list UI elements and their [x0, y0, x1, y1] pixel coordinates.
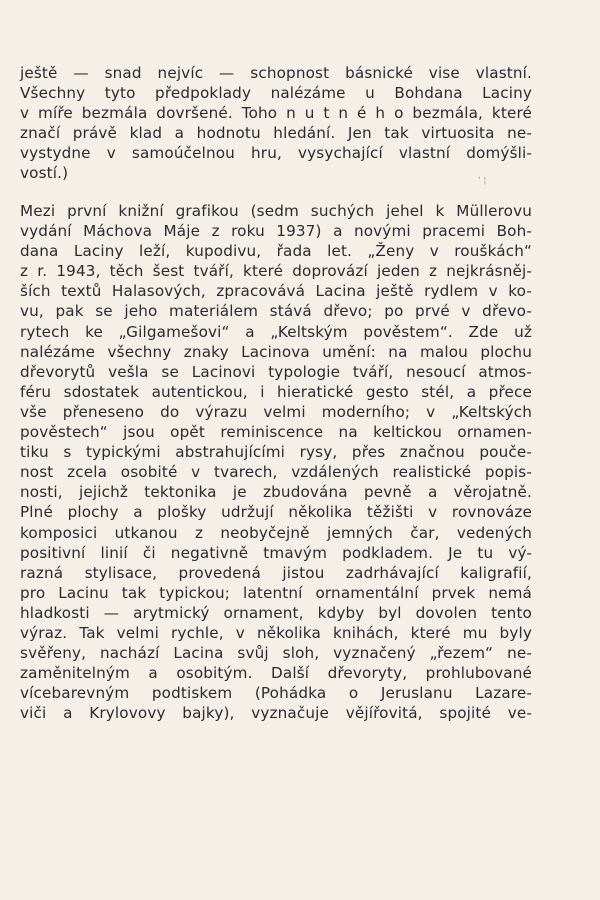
text-line: nost zcela osobité v tvarech, vzdálených realistické popis- [20, 463, 532, 482]
text-line: komposici utkanou z neobyčejně jemných čar, vedených [20, 523, 532, 542]
text-line: zaměnitelným a osobitým. Další dřevoryty, prohlubované [20, 664, 532, 683]
text-line: ještě — snad nejvíc — schopnost básnické vise vlastní. [20, 64, 532, 82]
text-line: viči a Krylovovy bajky), vyznačuje vějířovitá, spojité ve- [20, 704, 532, 723]
text-line: rytech ke „Gilgamešovi“ a „Keltským pověstem“. Zde už [20, 322, 532, 341]
text-line: vystydne v samoúčelnou hru, vysychající vlastní domýšli- [20, 144, 532, 163]
paragraph-1 [20, 63, 532, 184]
text-line: výraz. Tak velmi rychle, v několika knihách, které mu byly [20, 623, 532, 642]
print-mark: ' ¦ [478, 176, 487, 186]
paragraph-2 [20, 201, 532, 723]
text-line: z r. 1943, těch šest tváří, které doprovází jeden z nejkrásněj- [20, 262, 532, 281]
text-line: vydání Máchova Máje z roku 1937) a novými pracemi Boh- [20, 222, 532, 241]
text-line: v míře bezmála dovršené. Toho n u t n é h o bezmála, které [20, 104, 532, 123]
text-line: positivní linií či negativně tmavým podkladem. Je tu vý- [20, 543, 532, 562]
text-line: dřevorytů vešla se Lacinovi typologie tváří, nesoucí atmos- [20, 362, 532, 381]
text-line: svěřeny, nachází Lacina svůj sloh, vyznačený „řezem“ ne- [20, 644, 532, 663]
text-line: vícebarevným podtiskem (Pohádka o Jeruslanu Lazare- [20, 684, 532, 703]
text-line: féru sdostatek autentickou, i hieratické gesto stél, a přece [20, 382, 532, 401]
text-line: pro Lacinu tak typickou; latentní ornamentální prvek nemá [20, 583, 532, 602]
text-line: Všechny tyto předpoklady nalézáme u Bohdana Laciny [20, 84, 532, 103]
text-line: pověstech“ jsou opět reminiscence na keltickou ornamen- [20, 423, 532, 442]
text-line: Plné plochy a plošky udržují několika těžišti v rovnováze [20, 503, 532, 522]
text-line: nalézáme všechny znaky Lacinova umění: na malou plochu [20, 342, 532, 361]
text-line: Mezi první knižní grafikou (sedm suchých jehel k Müllerovu [20, 202, 532, 220]
text-line: vostí.) [20, 164, 69, 183]
text-line: tiku s typickými abstrahujícími rysy, přes značnou pouče- [20, 443, 532, 462]
text-line: nosti, jejichž tektonika je zbudována pevně a věrojatně. [20, 483, 532, 502]
text-line: ších textů Halasových, zpracovává Lacina ještě rydlem v ko- [20, 282, 532, 301]
text-line: vu, pak se jeho materiálem stává dřevo; po prvé v dřevo- [20, 302, 532, 321]
text-line: dana Laciny leží, kupodivu, řada let. „Ženy v rouškách“ [20, 242, 532, 261]
text-line: hladkosti — arytmický ornament, kdyby byl dovolen tento [20, 603, 532, 622]
text-line: vše přeneseno do výrazu velmi moderního; v „Keltských [20, 402, 532, 421]
text-line: značí právě klad a hodnotu hledání. Jen tak virtuosita ne- [20, 124, 532, 143]
text-line: razná stylisace, provedená jistou zadrhávající kaligrafií, [20, 563, 532, 582]
